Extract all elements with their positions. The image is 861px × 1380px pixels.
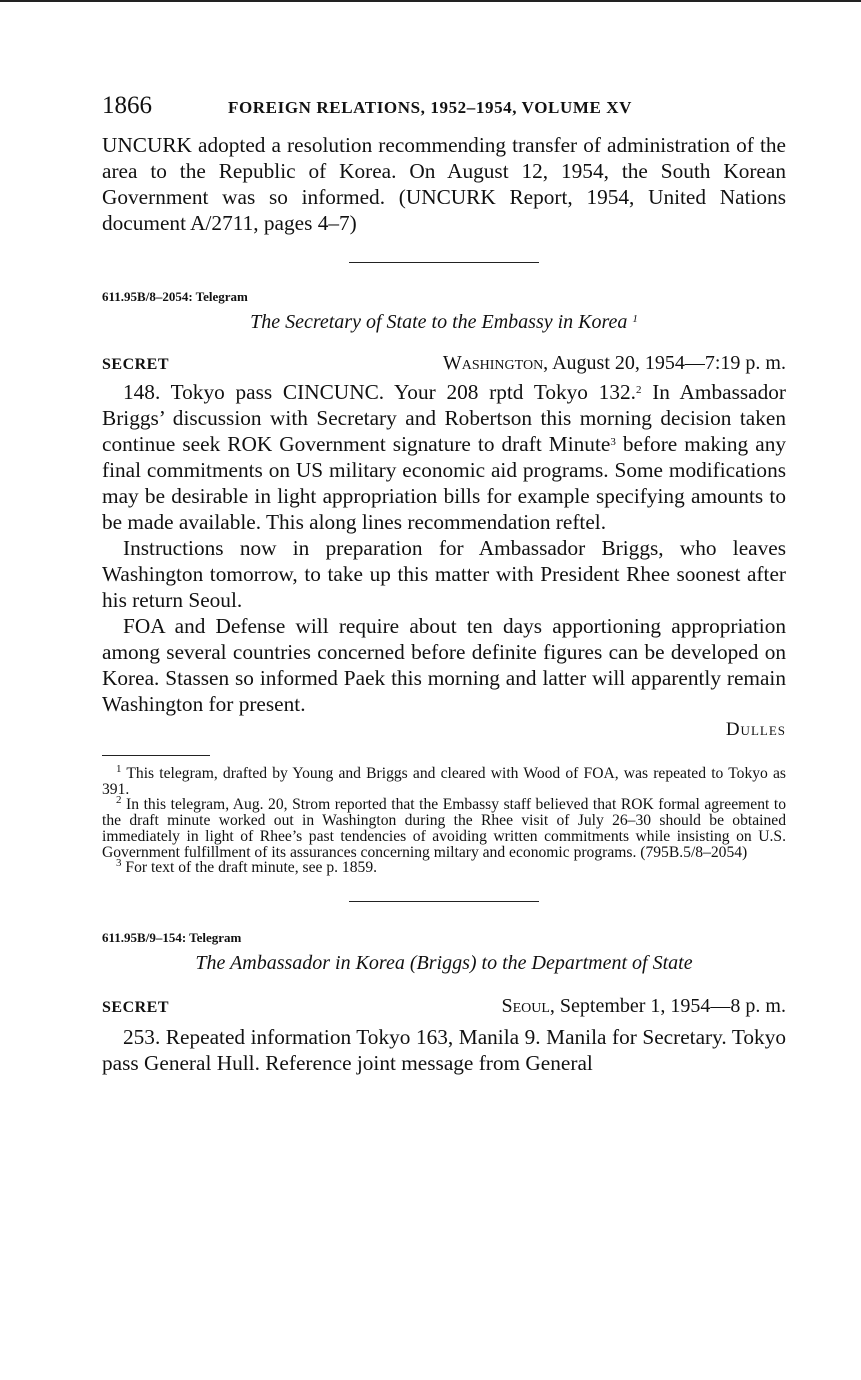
doc1-p1-part-c: before making any final commitments on US military economic aid programs. Some modifications may be desirable in light appropriation bills for example specifying amounts to be made available. This along lines recommendation reftel. (102, 432, 786, 534)
document-page (102, 92, 786, 1076)
doc1-title-text: The Secretary of State to the Embassy in Korea (250, 311, 628, 333)
doc1-title (102, 311, 786, 334)
doc1-footnotes (102, 763, 786, 877)
doc2-place-date (501, 995, 786, 1018)
doc1-p1-part-a: 148. Tokyo pass CINCUNC. Your 208 rptd Tokyo 132. (123, 380, 636, 404)
page-top-edge (0, 0, 861, 2)
footnote-1-number: 1 (116, 763, 122, 775)
doc1-place: Washington, (442, 352, 549, 374)
footnote-2-text: In this telegram, Aug. 20, Strom reported that the Embassy staff believed that ROK formal agreement to the draft minute worked out in Washington during the Rhee visit of July 26–30 should be obtained immediately in light of Rhee’s past tendencies of avoiding written commitments while insisting on U.S. Government fulfillment of its assurances concerning miltary and economic programs. (795B.5/8–2054) (102, 796, 786, 861)
doc1-paragraph-3: FOA and Defense will require about ten days apportioning appropriation among several countries concerned before definite figures can be developed on Korea. Stassen so informed Paek this morning and latter will apparently remain Washington for present. (102, 614, 786, 716)
doc1-signature: Dulles (725, 719, 786, 740)
doc2-paragraph-1: 253. Repeated information Tokyo 163, Manila 9. Manila for Secretary. Tokyo pass General Hull. Reference joint message from General (102, 1024, 786, 1075)
doc1-body (102, 379, 786, 717)
doc1-place-date (443, 352, 786, 375)
doc2-file-id: 611.95B/9–154: Telegram (102, 929, 242, 945)
doc2-place: Seoul, (501, 994, 555, 1017)
doc2-classification: SECRET (102, 998, 170, 1016)
doc2-date: September 1, 1954—8 p. m. (559, 994, 786, 1017)
doc1-dateline (102, 352, 786, 375)
footnote-3-text: For text of the draft minute, see p. 1859. (125, 859, 378, 877)
doc2-title: The Ambassador in Korea (Briggs) to the Department of State (195, 951, 693, 974)
footnote-2-number: 2 (116, 794, 122, 807)
footnote-ref-1: 1 (632, 313, 638, 325)
running-title: FOREIGN RELATIONS, 1952–1954, VOLUME XV (228, 98, 633, 117)
footnote-3 (102, 857, 786, 877)
doc2-body (102, 1024, 786, 1076)
footnote-2 (102, 794, 786, 861)
page-header (102, 92, 786, 126)
footnote-1 (102, 763, 786, 798)
footnote-ref-3: 3 (610, 436, 616, 448)
footnote-1-text: This telegram, drafted by Young and Briggs and cleared with Wood of FOA, was repeated to Tokyo as 391. (102, 765, 786, 798)
doc1-paragraph-2: Instructions now in preparation for Ambassador Briggs, who leaves Washington tomorrow, to take up this matter with President Rhee soonest after his return Seoul. (102, 536, 786, 612)
intro-section (102, 132, 786, 236)
doc1-date: August 20, 1954—7:19 p. m. (552, 352, 786, 374)
footnote-ref-2: 2 (635, 384, 642, 396)
doc1-paragraph-1 (102, 379, 786, 535)
footnote-3-number: 3 (116, 857, 122, 870)
page-number: 1866 (102, 92, 152, 119)
doc2-dateline (102, 995, 786, 1018)
doc1-p1-part-b: In Ambassador Briggs’ discussion with Secretary and Robertson this morning decision taken continue seek ROK Government signature to draft Minute (102, 380, 786, 456)
doc1-classification: SECRET (102, 356, 170, 373)
doc1-file-id: 611.95B/8–2054: Telegram (102, 289, 248, 304)
intro-paragraph: UNCURK adopted a resolution recommending transfer of administration of the area to the Republic of Korea. On August 12, 1954, the South Korean Government was so informed. (UNCURK Report, 1954, United Nations document A/2711, pages 4–7) (102, 133, 786, 235)
